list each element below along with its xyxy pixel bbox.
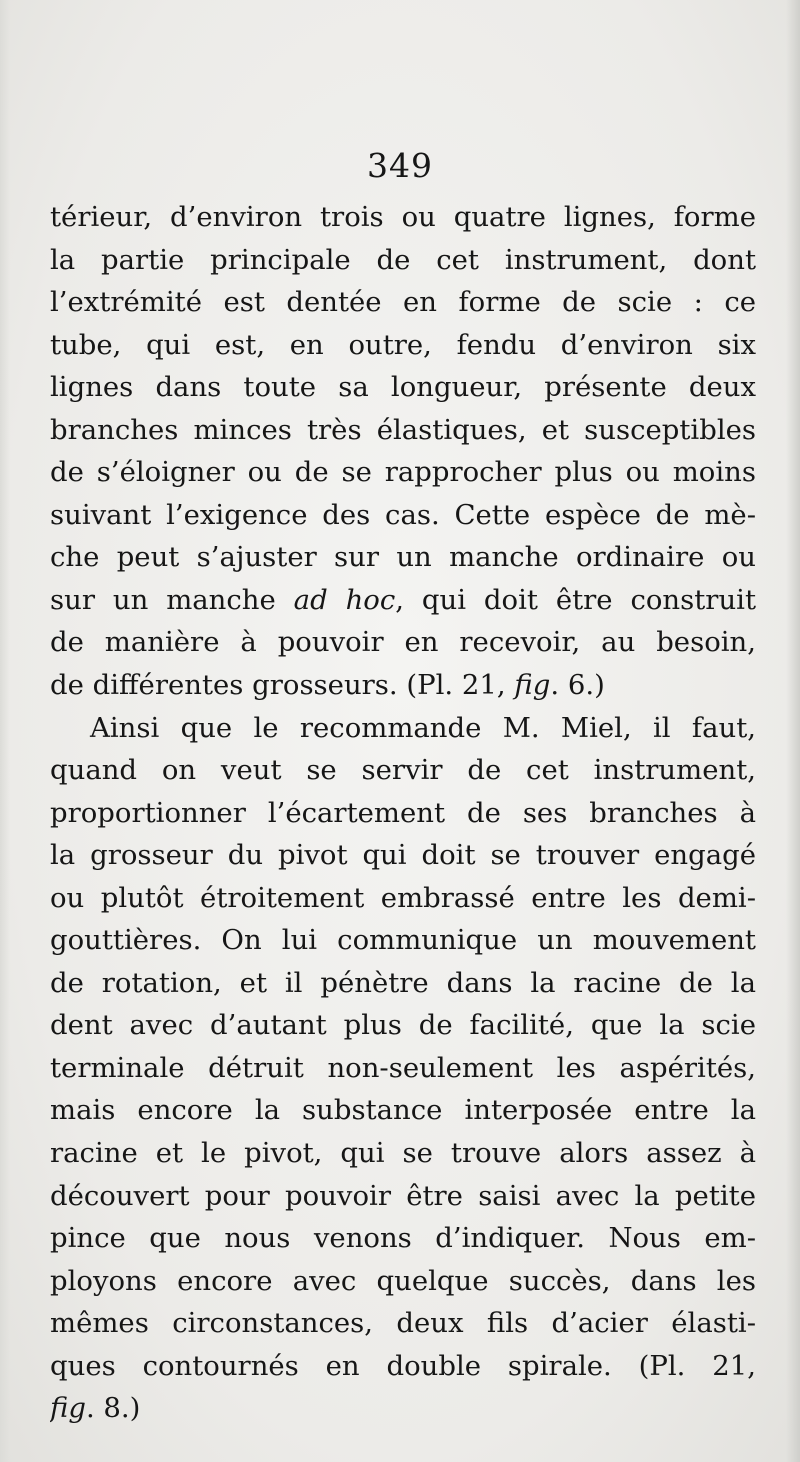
text-run: de s’éloigner ou de se rapprocher plus ou moins	[50, 456, 756, 489]
text-line	[50, 239, 756, 282]
text-run: quand on veut se servir de cet instrument,	[50, 754, 756, 787]
text-run: . 8.)	[85, 1392, 141, 1425]
text-line	[50, 664, 756, 707]
text-line	[50, 1047, 756, 1090]
text-run: ployons encore avec quelque succès, dans les	[50, 1264, 756, 1297]
text-line	[50, 1175, 756, 1218]
text-run: la grosseur du pivot qui doit se trouver engagé	[50, 839, 756, 872]
text-line	[50, 749, 756, 792]
text-run: tube, qui est, en outre, fendu d’environ six	[50, 328, 756, 361]
text-run: proportionner l’écartement de ses branches à	[50, 796, 756, 829]
text-line	[50, 834, 756, 877]
text-run: sur un manche	[50, 583, 294, 616]
body-text	[50, 196, 756, 1430]
page-shadow-left	[0, 0, 10, 1462]
page-number: 349	[367, 146, 433, 185]
text-run: che peut s’ajuster sur un manche ordinaire ou	[50, 541, 756, 574]
text-run: dent avec d’autant plus de facilité, que la scie	[50, 1009, 756, 1042]
text-run: de rotation, et il pénètre dans la racine de la	[50, 966, 756, 999]
text-run: de différentes grosseurs. (Pl. 21,	[50, 669, 515, 702]
text-line	[50, 792, 756, 835]
text-run: ou plutôt étroitement embrassé entre les demi-	[50, 881, 756, 914]
text-line	[50, 707, 756, 750]
text-run: ques contournés en double spirale. (Pl. 21,	[50, 1349, 756, 1382]
text-run: l’extrémité est dentée en forme de scie : ce	[50, 286, 756, 319]
text-line	[50, 962, 756, 1005]
text-line	[50, 536, 756, 579]
text-run: racine et le pivot, qui se trouve alors assez à	[50, 1137, 756, 1170]
text-line	[50, 919, 756, 962]
text-line	[50, 196, 756, 239]
italic-text: fig	[50, 1392, 86, 1425]
italic-text: fig	[514, 669, 551, 702]
text-run: branches minces très élastiques, et susceptibles	[50, 413, 756, 446]
text-line	[50, 324, 756, 367]
text-run: suivant l’exigence des cas. Cette espèce de mè-	[50, 498, 756, 531]
text-line	[50, 1004, 756, 1047]
text-line	[50, 1260, 756, 1303]
text-line	[50, 579, 756, 622]
text-line	[50, 366, 756, 409]
text-line	[50, 494, 756, 537]
text-run: gouttières. On lui communique un mouvement	[50, 924, 756, 957]
text-run: Ainsi que le recommande M. Miel, il faut,	[90, 711, 756, 744]
text-line	[50, 1089, 756, 1132]
text-run: de manière à pouvoir en recevoir, au besoin,	[50, 626, 756, 659]
text-line	[50, 621, 756, 664]
text-line	[50, 1302, 756, 1345]
italic-text: ad hoc	[293, 583, 396, 616]
text-run: la partie principale de cet instrument, dont	[50, 243, 756, 276]
text-run: mêmes circonstances, deux fils d’acier élasti-	[50, 1307, 756, 1340]
text-run: térieur, d’environ trois ou quatre lignes, forme	[50, 201, 756, 233]
text-line	[50, 1345, 756, 1388]
text-line	[50, 451, 756, 494]
text-run: découvert pour pouvoir être saisi avec la petite	[50, 1179, 756, 1212]
text-line	[50, 1132, 756, 1175]
text-run: pince que nous venons d’indiquer. Nous em-	[50, 1222, 756, 1255]
text-line	[50, 877, 756, 920]
text-run: mais encore la substance interposée entre la	[50, 1094, 756, 1127]
text-run: , qui doit être construit	[395, 583, 756, 616]
text-line	[50, 1387, 756, 1430]
text-line	[50, 281, 756, 324]
text-run: lignes dans toute sa longueur, présente deux	[50, 371, 756, 404]
text-run: . 6.)	[550, 669, 605, 702]
text-line	[50, 1217, 756, 1260]
text-line	[50, 409, 756, 452]
text-run: terminale détruit non-seulement les aspérités,	[50, 1051, 756, 1084]
page-shadow-right	[786, 0, 800, 1462]
